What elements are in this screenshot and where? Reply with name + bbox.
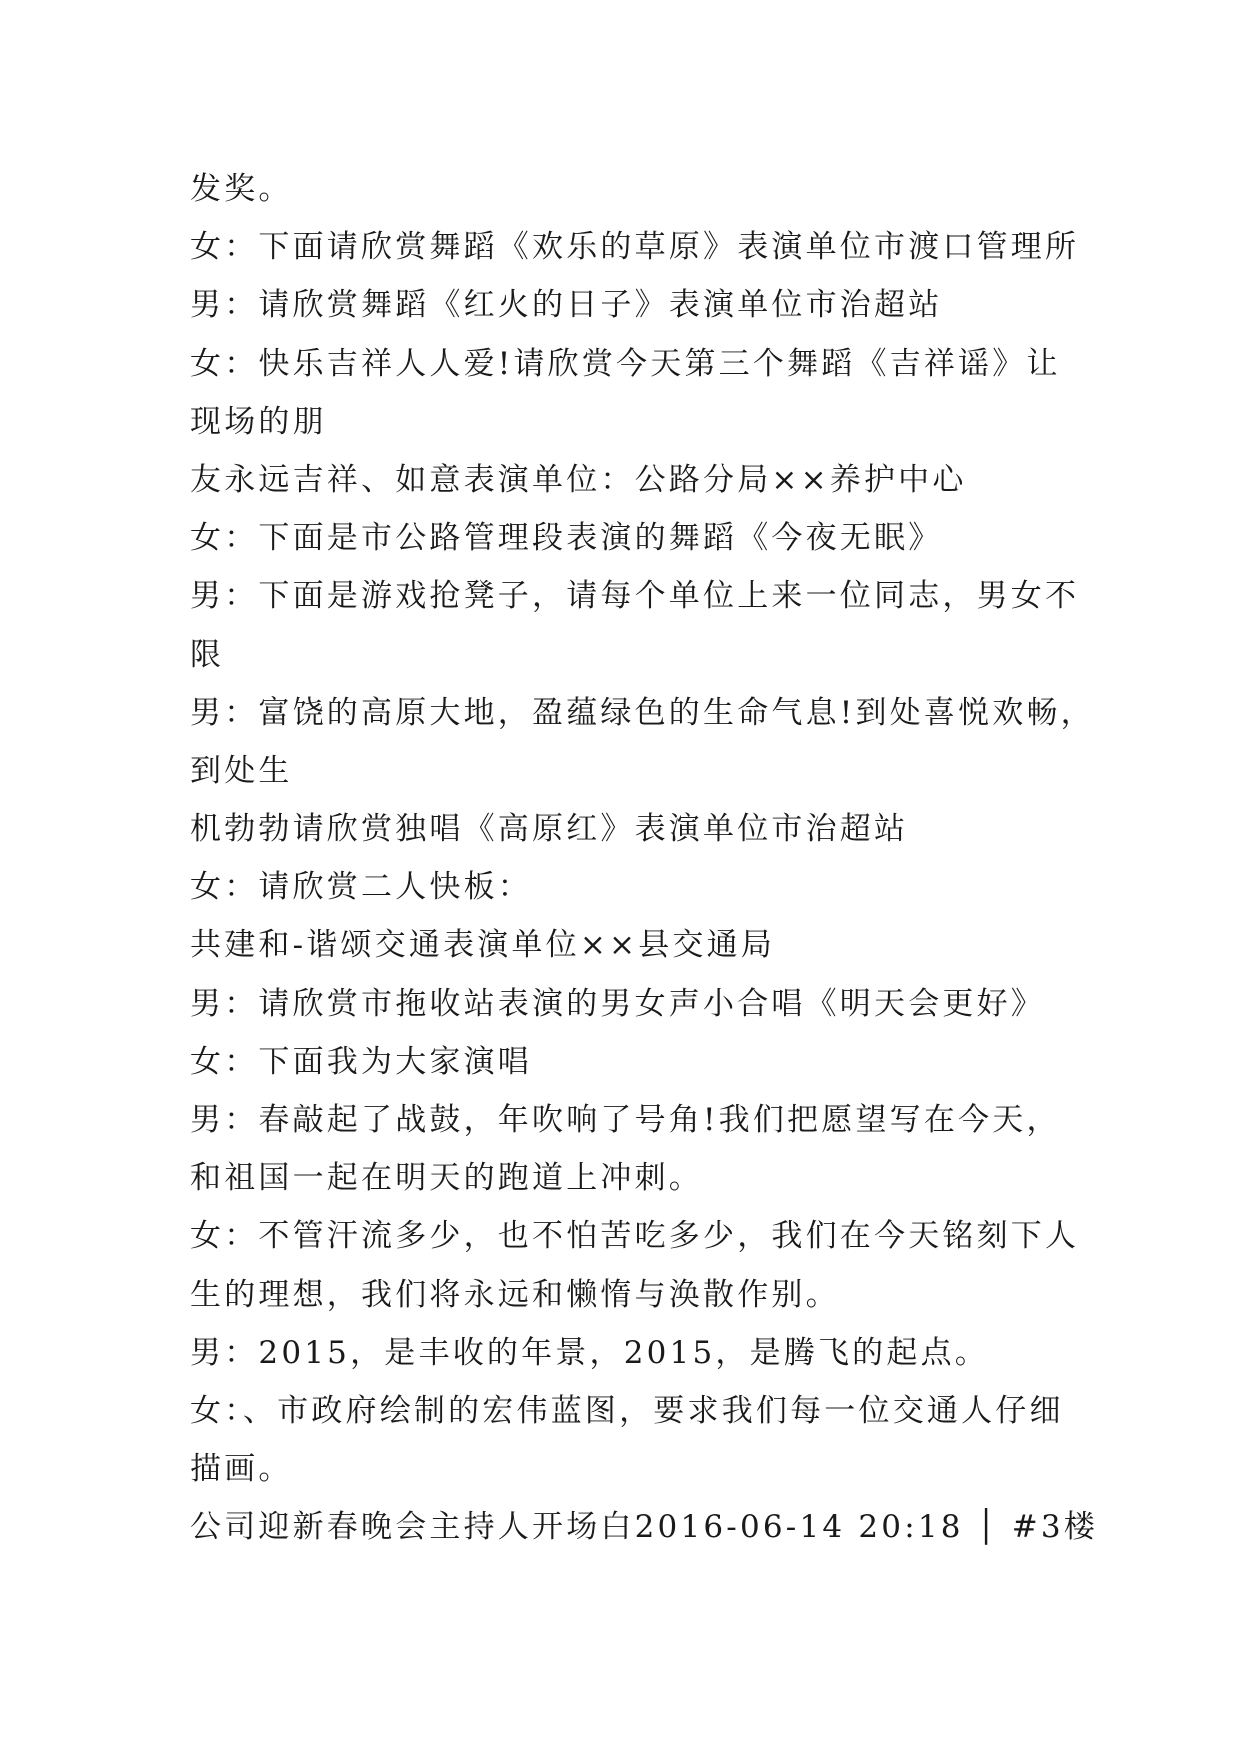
text-line: 友永远吉祥、如意表演单位：公路分局××养护中心 — [190, 461, 967, 498]
text-line: 生的理想，我们将永远和懒惰与涣散作别。 — [190, 1276, 840, 1313]
text-line: 女：不管汗流多少，也不怕苦吃多少，我们在今天铭刻下人 — [190, 1218, 1080, 1255]
text-line: 男：下面是游戏抢凳子，请每个单位上来一位同志，男女不 — [190, 578, 1080, 615]
text-line: 女：下面请欣赏舞蹈《欢乐的草原》表演单位市渡口管理所 — [190, 229, 1080, 266]
footer-line: 公司迎新春晚会主持人开场白2016-06-14 20:18 │ #3楼 — [190, 1509, 1098, 1546]
text-line: 描画。 — [190, 1451, 293, 1488]
text-line: 男：2015，是丰收的年景，2015，是腾飞的起点。 — [190, 1334, 989, 1371]
text-line: 男：富饶的高原大地，盈蕴绿色的生命气息!到处喜悦欢畅， — [190, 694, 1095, 731]
text-line: 男：请欣赏市拖收站表演的男女声小合唱《明天会更好》 — [190, 985, 1045, 1022]
text-line: 男：春敲起了战鼓，年吹响了号角!我们把愿望写在今天， — [190, 1102, 1061, 1138]
text-line: 女：下面是市公路管理段表演的舞蹈《今夜无眠》 — [190, 520, 943, 557]
text-line: 限 — [190, 636, 225, 673]
text-line: 现场的朋 — [190, 403, 327, 440]
text-line: 到处生 — [190, 752, 293, 789]
text-line: 女：快乐吉祥人人爱!请欣赏今天第三个舞蹈《吉祥谣》让 — [190, 345, 1061, 382]
text-line: 机勃勃请欣赏独唱《高原红》表演单位市治超站 — [190, 811, 909, 848]
text-line: 发奖。 — [190, 171, 293, 207]
text-line: 共建和-谐颂交通表演单位××县交通局 — [190, 927, 776, 964]
text-line: 女：请欣赏二人快板： — [190, 869, 532, 906]
text-line: 女：下面我为大家演唱 — [190, 1043, 532, 1080]
text-line: 男：请欣赏舞蹈《红火的日子》表演单位市治超站 — [190, 287, 943, 324]
text-line: 女：、市政府绘制的宏伟蓝图，要求我们每一位交通人仔细 — [190, 1392, 1064, 1429]
document-body — [190, 160, 1098, 1557]
text-line: 和祖国一起在明天的跑道上冲刺。 — [190, 1160, 703, 1197]
